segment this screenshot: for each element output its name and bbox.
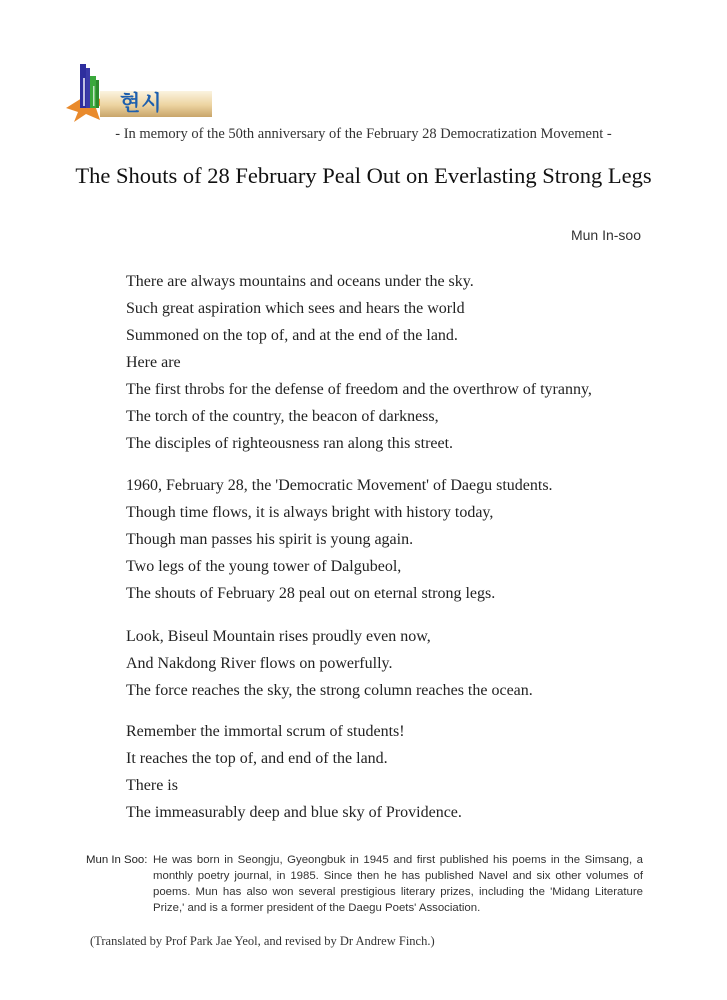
author-name: Mun In-soo xyxy=(570,227,641,243)
publication-logo xyxy=(66,62,216,124)
poem-line: And Nakdong River flows on powerfully. xyxy=(126,655,393,672)
poem-stanza-3 xyxy=(126,623,533,704)
poem-line: The disciples of righteousness ran along this street. xyxy=(126,435,454,452)
translation-credit: (Translated by Prof Park Jae Yeol, and revised by Dr Andrew Finch.) xyxy=(90,934,435,948)
poem-line: Look, Biseul Mountain rises proudly even now, xyxy=(126,628,431,645)
poem-stanza-4 xyxy=(126,718,462,826)
poem-line: There are always mountains and oceans under the sky. xyxy=(126,273,474,290)
poem-line: There is xyxy=(126,777,178,794)
author-bio xyxy=(86,852,643,916)
poem-line: The force reaches the sky, the strong column reaches the ocean. xyxy=(126,682,533,699)
poem-line: Two legs of the young tower of Dalgubeol, xyxy=(126,558,402,575)
poem-line: Though man passes his spirit is young again. xyxy=(126,531,414,548)
bio-name: Mun In Soo: xyxy=(86,854,148,866)
subtitle: - In memory of the 50th anniversary of the February 28 Democratization Movement - xyxy=(115,126,612,142)
poem-line: The shouts of February 28 peal out on eternal strong legs. xyxy=(126,585,496,602)
poem-title: The Shouts of 28 February Peal Out on Everlasting Strong Legs xyxy=(75,163,652,188)
poem-stanza-1 xyxy=(126,268,592,457)
poem-line: The first throbs for the defense of freedom and the overthrow of tyranny, xyxy=(126,381,592,398)
poem-line: 1960, February 28, the 'Democratic Movement' of Daegu students. xyxy=(126,477,553,494)
logo-text: 현시 xyxy=(120,91,163,115)
poem-stanza-2 xyxy=(126,472,553,607)
poem-line: Such great aspiration which sees and hears the world xyxy=(126,300,465,317)
poem-line: It reaches the top of, and end of the land. xyxy=(126,750,388,767)
poem-line: The immeasurably deep and blue sky of Providence. xyxy=(126,804,462,821)
poem-line: Though time flows, it is always bright with history today, xyxy=(126,504,494,521)
poem-line: The torch of the country, the beacon of darkness, xyxy=(126,408,439,425)
poem-line: Here are xyxy=(126,354,181,371)
poem-line: Summoned on the top of, and at the end of the land. xyxy=(126,327,458,344)
poem-line: Remember the immortal scrum of students! xyxy=(126,723,405,740)
bio-text: He was born in Seongju, Gyeongbuk in 1945 and first published his poems in the Simsang, a monthly poetry journal, in 1985. Since then he has published Navel and six other volumes of poems. Mun has also won several prestigious literary prizes, including the 'Midang Literature Prize,' and is a former president of the Daegu Poets' Association. xyxy=(153,854,643,914)
